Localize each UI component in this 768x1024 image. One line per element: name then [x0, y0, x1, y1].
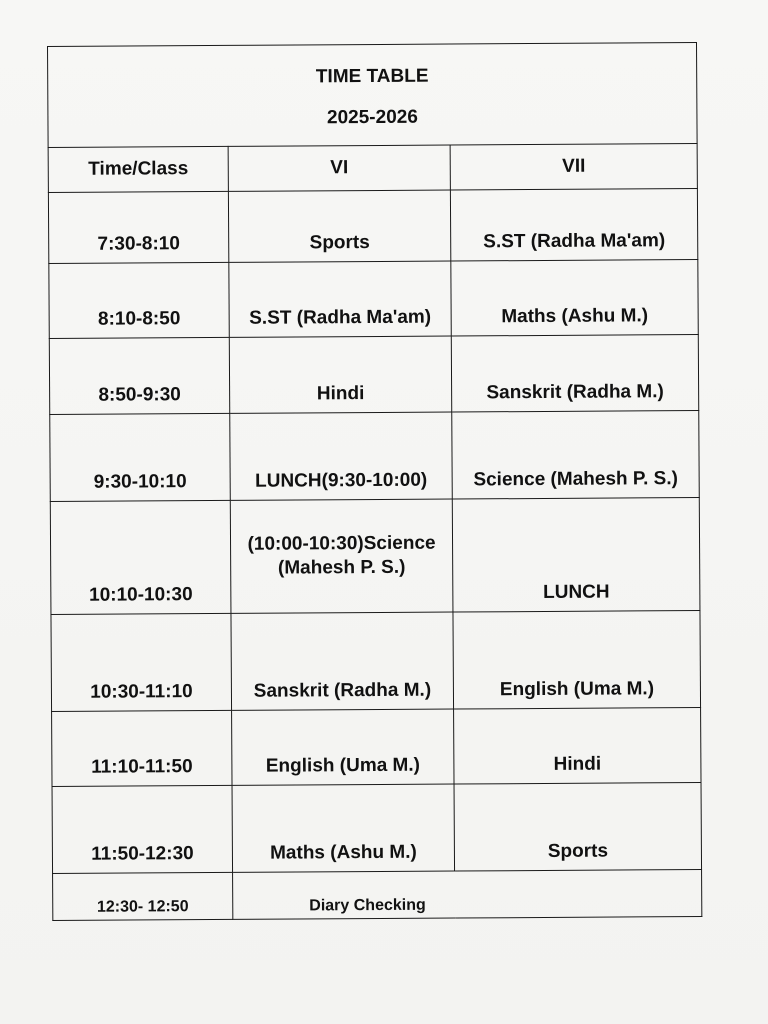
class-vi-line-2: (Mahesh P. S.)	[277, 556, 406, 579]
diary-checking-cell: Diary Checking	[233, 870, 702, 920]
title-cell	[48, 43, 698, 148]
class-vi-cell: S.ST (Radha Ma'am)	[229, 261, 451, 337]
table-row	[52, 708, 701, 787]
table-row	[50, 498, 700, 615]
table-row	[53, 870, 702, 921]
class-vii-cell: Sports	[454, 783, 702, 872]
session-year: 2025-2026	[326, 106, 418, 129]
time-cell: 8:50-9:30	[49, 337, 229, 414]
header-class-vi: VI	[228, 145, 450, 191]
class-vi-cell: English (Uma M.)	[232, 709, 454, 785]
class-vi-line-1: (10:00-10:30)Science	[247, 532, 436, 555]
class-vi-cell: Maths (Ashu M.)	[232, 784, 455, 872]
table-row	[49, 260, 698, 339]
timetable-title: TIME TABLE	[315, 65, 429, 88]
time-cell: 7:30-8:10	[48, 191, 228, 263]
class-vi-cell	[230, 499, 453, 613]
header-class-vii: VII	[450, 144, 697, 191]
time-cell: 11:10-11:50	[52, 710, 232, 786]
class-vi-cell: Sanskrit (Radha M.)	[231, 612, 454, 710]
class-vii-cell: Maths (Ashu M.)	[451, 260, 698, 337]
class-vii-cell: Sanskrit (Radha M.)	[451, 335, 698, 413]
table-row	[52, 783, 702, 874]
class-vii-cell: LUNCH	[452, 498, 700, 613]
time-cell: 11:50-12:30	[52, 785, 233, 873]
class-vii-cell: S.ST (Radha Ma'am)	[450, 189, 697, 262]
table-row	[50, 411, 700, 502]
time-cell: 10:30-11:10	[51, 613, 232, 711]
header-time-class: Time/Class	[48, 146, 228, 192]
table-row	[51, 611, 701, 712]
time-cell: 9:30-10:10	[50, 413, 231, 501]
class-vii-cell: English (Uma M.)	[453, 611, 701, 710]
header-row	[48, 144, 697, 193]
class-vi-cell: Hindi	[229, 336, 451, 413]
class-vi-cell: LUNCH(9:30-10:00)	[230, 412, 453, 500]
table-row	[49, 335, 698, 415]
time-cell: 12:30- 12:50	[53, 872, 233, 920]
class-vii-cell: Hindi	[454, 708, 701, 785]
table-row	[48, 189, 697, 264]
title-row	[48, 43, 698, 148]
time-cell: 10:10-10:30	[50, 500, 231, 614]
time-cell: 8:10-8:50	[49, 262, 229, 338]
class-vii-cell: Science (Mahesh P. S.)	[452, 411, 700, 500]
class-vi-cell: Sports	[228, 190, 450, 262]
timetable	[47, 42, 702, 921]
